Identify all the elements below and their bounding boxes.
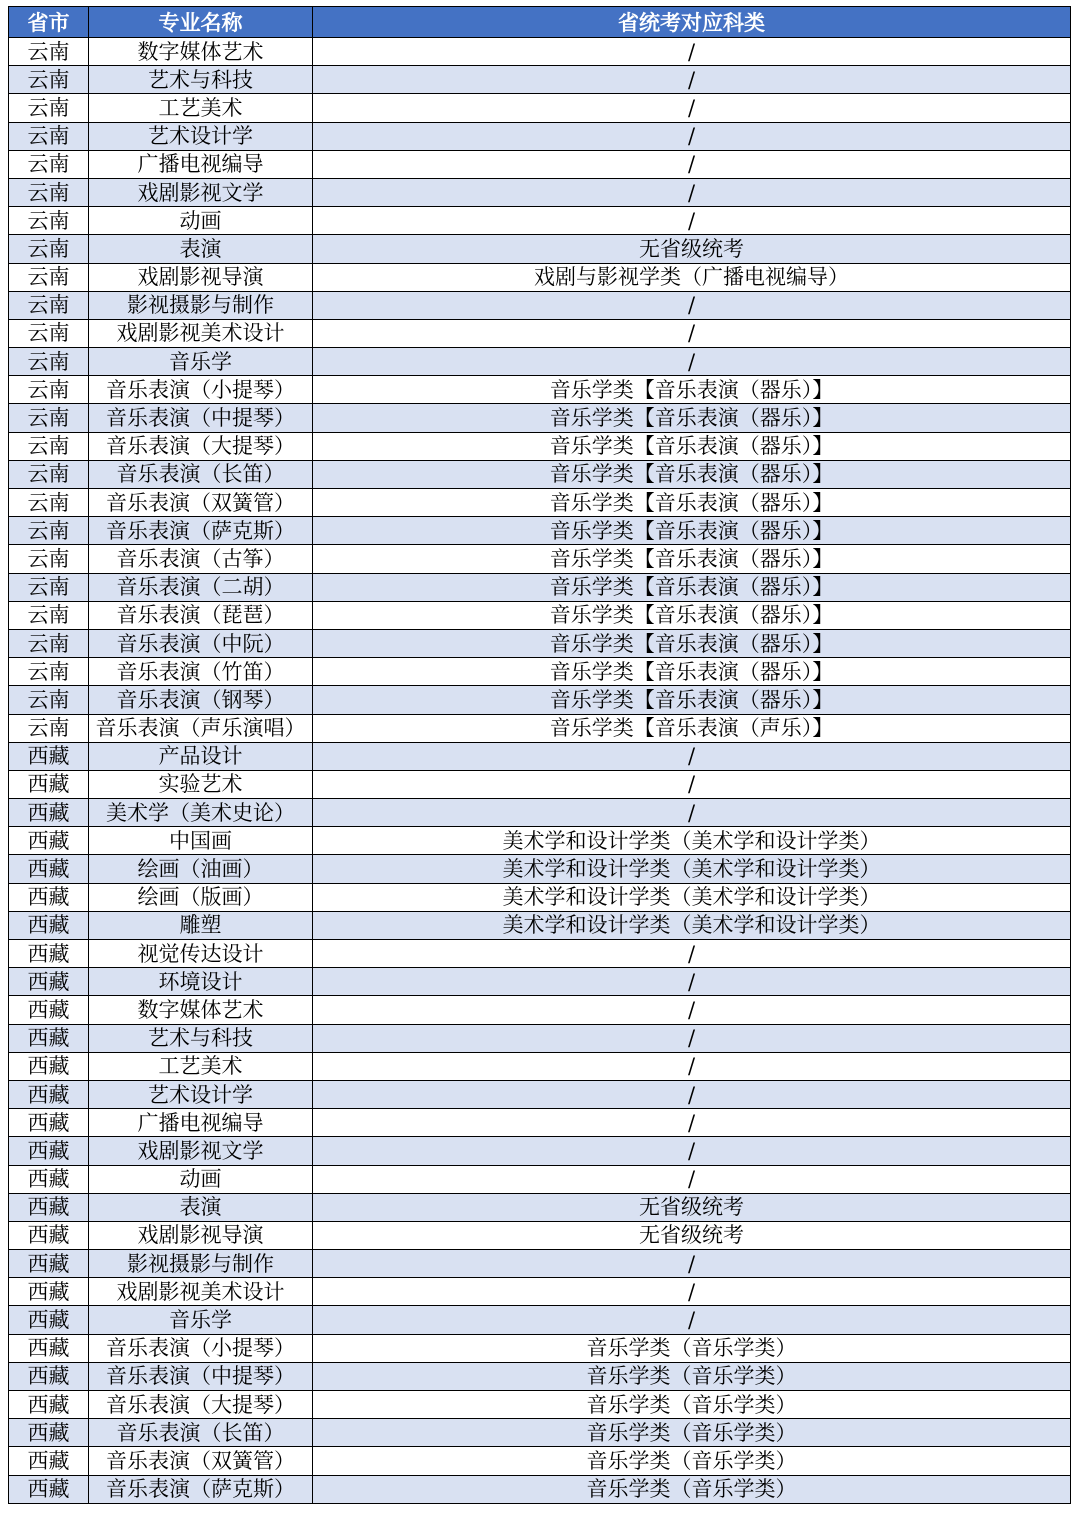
cell-province: 云南 xyxy=(9,263,89,291)
cell-exam-category: / xyxy=(313,1250,1071,1278)
cell-major-name: 戏剧影视导演 xyxy=(89,1221,313,1249)
cell-major-name: 音乐学 xyxy=(89,1306,313,1334)
cell-major-name: 音乐表演（中提琴） xyxy=(89,404,313,432)
cell-province: 西藏 xyxy=(9,1391,89,1419)
cell-major-name: 影视摄影与制作 xyxy=(89,1250,313,1278)
cell-exam-category: / xyxy=(313,1024,1071,1052)
cell-major-name: 戏剧影视美术设计 xyxy=(89,319,313,347)
cell-major-name: 戏剧影视美术设计 xyxy=(89,1278,313,1306)
cell-province: 云南 xyxy=(9,376,89,404)
cell-major-name: 动画 xyxy=(89,207,313,235)
table-row xyxy=(9,1362,1071,1390)
cell-exam-category: 音乐学类（音乐学类） xyxy=(313,1475,1071,1503)
cell-province: 西藏 xyxy=(9,827,89,855)
header-row xyxy=(9,7,1071,38)
table-row xyxy=(9,601,1071,629)
cell-province: 西藏 xyxy=(9,1475,89,1503)
cell-exam-category: / xyxy=(313,94,1071,122)
cell-major-name: 音乐表演（长笛） xyxy=(89,1419,313,1447)
cell-exam-category: 无省级统考 xyxy=(313,1193,1071,1221)
cell-exam-category: / xyxy=(313,291,1071,319)
cell-province: 西藏 xyxy=(9,911,89,939)
table-row xyxy=(9,1165,1071,1193)
cell-province: 西藏 xyxy=(9,968,89,996)
cell-province: 云南 xyxy=(9,545,89,573)
cell-major-name: 艺术设计学 xyxy=(89,122,313,150)
cell-province: 西藏 xyxy=(9,1278,89,1306)
cell-exam-category: 音乐学类（音乐学类） xyxy=(313,1419,1071,1447)
table-row xyxy=(9,1334,1071,1362)
cell-major-name: 音乐表演（双簧管） xyxy=(89,489,313,517)
cell-exam-category: / xyxy=(313,1052,1071,1080)
cell-exam-category: 戏剧与影视学类（广播电视编导） xyxy=(313,263,1071,291)
cell-exam-category: 音乐学类【音乐表演（器乐）】 xyxy=(313,658,1071,686)
table-row xyxy=(9,883,1071,911)
table-row xyxy=(9,1447,1071,1475)
cell-major-name: 音乐学 xyxy=(89,348,313,376)
table-row xyxy=(9,911,1071,939)
cell-major-name: 音乐表演（竹笛） xyxy=(89,658,313,686)
cell-exam-category: / xyxy=(313,742,1071,770)
table-row xyxy=(9,291,1071,319)
cell-exam-category: / xyxy=(313,968,1071,996)
cell-province: 云南 xyxy=(9,658,89,686)
table-row xyxy=(9,94,1071,122)
cell-major-name: 环境设计 xyxy=(89,968,313,996)
table-row xyxy=(9,432,1071,460)
cell-major-name: 中国画 xyxy=(89,827,313,855)
cell-province: 西藏 xyxy=(9,1221,89,1249)
table-row xyxy=(9,1306,1071,1334)
cell-province: 云南 xyxy=(9,291,89,319)
cell-province: 西藏 xyxy=(9,996,89,1024)
cell-major-name: 动画 xyxy=(89,1165,313,1193)
table-row xyxy=(9,376,1071,404)
cell-exam-category: 美术学和设计学类（美术学和设计学类） xyxy=(313,855,1071,883)
cell-province: 西藏 xyxy=(9,940,89,968)
cell-exam-category: / xyxy=(313,1137,1071,1165)
cell-major-name: 美术学（美术史论） xyxy=(89,799,313,827)
cell-exam-category: / xyxy=(313,319,1071,347)
cell-major-name: 数字媒体艺术 xyxy=(89,38,313,66)
table-body xyxy=(9,38,1071,1504)
table-row xyxy=(9,1419,1071,1447)
cell-province: 西藏 xyxy=(9,883,89,911)
cell-exam-category: / xyxy=(313,122,1071,150)
cell-exam-category: / xyxy=(313,1080,1071,1108)
cell-major-name: 音乐表演（大提琴） xyxy=(89,432,313,460)
cell-exam-category: 音乐学类【音乐表演（器乐）】 xyxy=(313,601,1071,629)
cell-major-name: 艺术与科技 xyxy=(89,66,313,94)
cell-exam-category: / xyxy=(313,940,1071,968)
cell-province: 云南 xyxy=(9,38,89,66)
cell-major-name: 绘画（油画） xyxy=(89,855,313,883)
cell-exam-category: 无省级统考 xyxy=(313,1221,1071,1249)
cell-province: 西藏 xyxy=(9,1250,89,1278)
cell-province: 云南 xyxy=(9,432,89,460)
cell-province: 西藏 xyxy=(9,1362,89,1390)
cell-major-name: 音乐表演（小提琴） xyxy=(89,1334,313,1362)
table-row xyxy=(9,348,1071,376)
cell-major-name: 影视摄影与制作 xyxy=(89,291,313,319)
cell-major-name: 音乐表演（中阮） xyxy=(89,629,313,657)
table-row xyxy=(9,686,1071,714)
table-row xyxy=(9,1080,1071,1108)
cell-province: 西藏 xyxy=(9,742,89,770)
table-row xyxy=(9,122,1071,150)
table-row xyxy=(9,1250,1071,1278)
cell-province: 云南 xyxy=(9,319,89,347)
cell-exam-category: / xyxy=(313,996,1071,1024)
cell-major-name: 音乐表演（中提琴） xyxy=(89,1362,313,1390)
cell-exam-category: / xyxy=(313,38,1071,66)
cell-exam-category: / xyxy=(313,66,1071,94)
table-row xyxy=(9,827,1071,855)
cell-province: 云南 xyxy=(9,235,89,263)
cell-province: 云南 xyxy=(9,517,89,545)
cell-exam-category: / xyxy=(313,1109,1071,1137)
cell-major-name: 音乐表演（琵琶） xyxy=(89,601,313,629)
cell-major-name: 音乐表演（声乐演唱） xyxy=(89,714,313,742)
cell-province: 云南 xyxy=(9,686,89,714)
cell-major-name: 工艺美术 xyxy=(89,1052,313,1080)
cell-province: 云南 xyxy=(9,714,89,742)
cell-major-name: 戏剧影视导演 xyxy=(89,263,313,291)
cell-province: 西藏 xyxy=(9,799,89,827)
cell-major-name: 数字媒体艺术 xyxy=(89,996,313,1024)
cell-province: 云南 xyxy=(9,178,89,206)
header-province: 省市 xyxy=(9,7,89,38)
table-row xyxy=(9,404,1071,432)
cell-province: 西藏 xyxy=(9,1024,89,1052)
cell-exam-category: / xyxy=(313,207,1071,235)
cell-exam-category: 音乐学类【音乐表演（器乐）】 xyxy=(313,517,1071,545)
table-row xyxy=(9,1137,1071,1165)
table-row xyxy=(9,1052,1071,1080)
table-row xyxy=(9,996,1071,1024)
cell-major-name: 戏剧影视文学 xyxy=(89,1137,313,1165)
cell-exam-category: 音乐学类【音乐表演（器乐）】 xyxy=(313,545,1071,573)
cell-province: 西藏 xyxy=(9,1109,89,1137)
cell-exam-category: 美术学和设计学类（美术学和设计学类） xyxy=(313,827,1071,855)
cell-major-name: 视觉传达设计 xyxy=(89,940,313,968)
table-row xyxy=(9,1193,1071,1221)
table-row xyxy=(9,1475,1071,1503)
cell-major-name: 戏剧影视文学 xyxy=(89,178,313,206)
cell-exam-category: / xyxy=(313,178,1071,206)
table-row xyxy=(9,460,1071,488)
cell-province: 云南 xyxy=(9,460,89,488)
table-row xyxy=(9,319,1071,347)
cell-province: 西藏 xyxy=(9,1080,89,1108)
table-row xyxy=(9,263,1071,291)
cell-major-name: 音乐表演（小提琴） xyxy=(89,376,313,404)
header-exam-category: 省统考对应科类 xyxy=(313,7,1071,38)
cell-province: 西藏 xyxy=(9,1193,89,1221)
cell-exam-category: 音乐学类（音乐学类） xyxy=(313,1447,1071,1475)
cell-exam-category: 音乐学类（音乐学类） xyxy=(313,1391,1071,1419)
cell-province: 西藏 xyxy=(9,1052,89,1080)
table-row xyxy=(9,770,1071,798)
cell-province: 西藏 xyxy=(9,1334,89,1362)
table-row xyxy=(9,489,1071,517)
cell-major-name: 音乐表演（萨克斯） xyxy=(89,517,313,545)
table-row xyxy=(9,714,1071,742)
table-row xyxy=(9,150,1071,178)
table-row xyxy=(9,207,1071,235)
table-row xyxy=(9,545,1071,573)
cell-province: 西藏 xyxy=(9,1447,89,1475)
cell-exam-category: / xyxy=(313,1165,1071,1193)
cell-major-name: 广播电视编导 xyxy=(89,1109,313,1137)
table-row xyxy=(9,178,1071,206)
cell-exam-category: 美术学和设计学类（美术学和设计学类） xyxy=(313,911,1071,939)
cell-province: 云南 xyxy=(9,94,89,122)
cell-major-name: 艺术与科技 xyxy=(89,1024,313,1052)
table-row xyxy=(9,968,1071,996)
cell-exam-category: 音乐学类（音乐学类） xyxy=(313,1362,1071,1390)
cell-major-name: 实验艺术 xyxy=(89,770,313,798)
cell-major-name: 音乐表演（大提琴） xyxy=(89,1391,313,1419)
table-row xyxy=(9,742,1071,770)
table-row xyxy=(9,38,1071,66)
cell-exam-category: / xyxy=(313,799,1071,827)
cell-exam-category: / xyxy=(313,1278,1071,1306)
cell-exam-category: 音乐学类【音乐表演（器乐）】 xyxy=(313,573,1071,601)
cell-major-name: 广播电视编导 xyxy=(89,150,313,178)
cell-province: 云南 xyxy=(9,66,89,94)
table-row xyxy=(9,1109,1071,1137)
table-row xyxy=(9,1024,1071,1052)
table-row xyxy=(9,66,1071,94)
cell-province: 西藏 xyxy=(9,1419,89,1447)
cell-exam-category: 音乐学类【音乐表演（器乐）】 xyxy=(313,489,1071,517)
cell-exam-category: 美术学和设计学类（美术学和设计学类） xyxy=(313,883,1071,911)
cell-province: 云南 xyxy=(9,573,89,601)
table-row xyxy=(9,855,1071,883)
cell-major-name: 音乐表演（萨克斯） xyxy=(89,1475,313,1503)
cell-exam-category: 音乐学类【音乐表演（器乐）】 xyxy=(313,376,1071,404)
cell-major-name: 表演 xyxy=(89,1193,313,1221)
table-row xyxy=(9,629,1071,657)
cell-province: 西藏 xyxy=(9,1137,89,1165)
cell-major-name: 音乐表演（二胡） xyxy=(89,573,313,601)
cell-exam-category: 音乐学类【音乐表演（器乐）】 xyxy=(313,686,1071,714)
cell-exam-category: 无省级统考 xyxy=(313,235,1071,263)
cell-province: 西藏 xyxy=(9,855,89,883)
cell-major-name: 音乐表演（长笛） xyxy=(89,460,313,488)
table-row xyxy=(9,573,1071,601)
table-row xyxy=(9,517,1071,545)
cell-exam-category: / xyxy=(313,348,1071,376)
cell-major-name: 表演 xyxy=(89,235,313,263)
cell-province: 云南 xyxy=(9,348,89,376)
table-row xyxy=(9,1391,1071,1419)
cell-province: 西藏 xyxy=(9,1306,89,1334)
cell-exam-category: 音乐学类【音乐表演（器乐）】 xyxy=(313,629,1071,657)
cell-exam-category: 音乐学类【音乐表演（声乐）】 xyxy=(313,714,1071,742)
table-row xyxy=(9,658,1071,686)
cell-exam-category: / xyxy=(313,1306,1071,1334)
cell-major-name: 绘画（版画） xyxy=(89,883,313,911)
cell-exam-category: / xyxy=(313,770,1071,798)
cell-province: 云南 xyxy=(9,404,89,432)
cell-province: 西藏 xyxy=(9,1165,89,1193)
cell-major-name: 音乐表演（双簧管） xyxy=(89,1447,313,1475)
cell-major-name: 工艺美术 xyxy=(89,94,313,122)
cell-province: 云南 xyxy=(9,601,89,629)
cell-province: 云南 xyxy=(9,489,89,517)
table-row xyxy=(9,1221,1071,1249)
table-row xyxy=(9,799,1071,827)
cell-major-name: 产品设计 xyxy=(89,742,313,770)
cell-exam-category: 音乐学类【音乐表演（器乐）】 xyxy=(313,432,1071,460)
cell-exam-category: 音乐学类【音乐表演（器乐）】 xyxy=(313,404,1071,432)
cell-province: 西藏 xyxy=(9,770,89,798)
table-row xyxy=(9,1278,1071,1306)
cell-major-name: 艺术设计学 xyxy=(89,1080,313,1108)
cell-province: 云南 xyxy=(9,150,89,178)
cell-province: 云南 xyxy=(9,207,89,235)
header-major-name: 专业名称 xyxy=(89,7,313,38)
cell-major-name: 雕塑 xyxy=(89,911,313,939)
cell-exam-category: 音乐学类【音乐表演（器乐）】 xyxy=(313,460,1071,488)
cell-major-name: 音乐表演（钢琴） xyxy=(89,686,313,714)
cell-province: 云南 xyxy=(9,629,89,657)
cell-province: 云南 xyxy=(9,122,89,150)
cell-exam-category: / xyxy=(313,150,1071,178)
table-row xyxy=(9,940,1071,968)
cell-exam-category: 音乐学类（音乐学类） xyxy=(313,1334,1071,1362)
cell-major-name: 音乐表演（古筝） xyxy=(89,545,313,573)
major-category-table xyxy=(8,6,1071,1504)
table-row xyxy=(9,235,1071,263)
